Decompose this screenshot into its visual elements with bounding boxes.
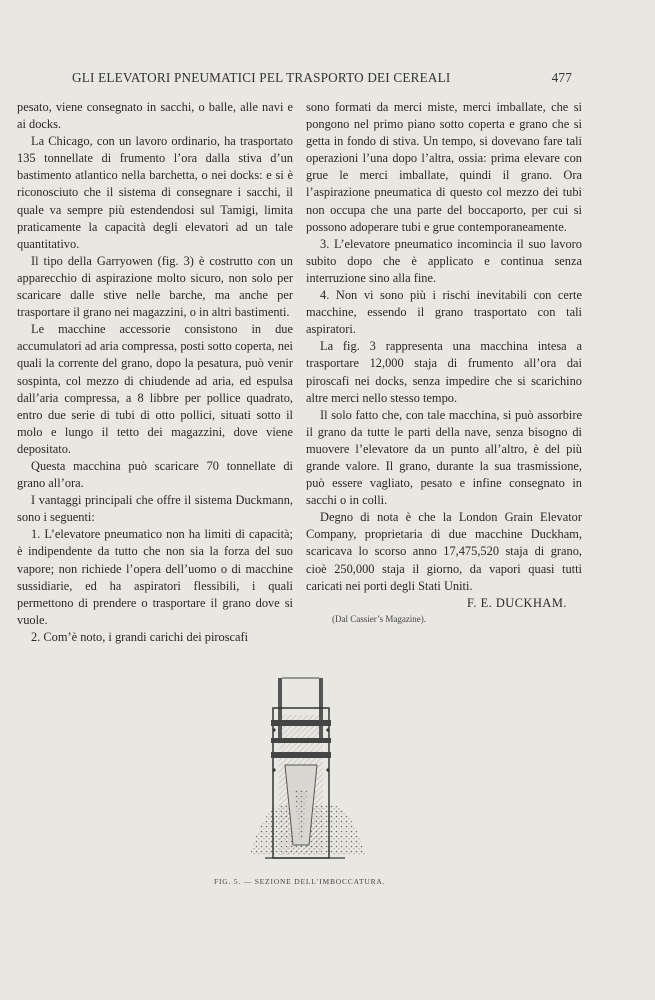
- paragraph: I vantaggi principali che offre il sistema Duckmann, sono i seguenti:: [17, 493, 293, 525]
- paragraph: La Chicago, con un lavoro ordinario, ha trasportato 135 tonnellate di frumento l’ora dalla stiva d’un bastimento atlantico nella barchetta, o nei docks: e si è riconosciuto che il sistema di consegnare i sacchi, il quale va sempre più estendendosi sul Tamigi, limita praticamente la capacità degli elevatori ad un tale quantitativo.: [17, 134, 293, 251]
- paragraph: 3. L’elevatore pneumatico incomincia il suo lavoro subito dopo che è applicato e continua senza interruzione sino alla fine.: [306, 236, 582, 285]
- paragraph: Il tipo della Garryowen (fig. 3) è costrutto con un apparecchio di aspirazione molto sicuro, non solo per scaricare dalle stive nelle barche, ma anche per trasportare il grano nei magazzini, o in altri bastimenti.: [17, 253, 293, 320]
- intake-section-drawing: [245, 670, 370, 870]
- source-credit: (Dal Cassier’s Magazine).: [332, 614, 427, 624]
- paragraph: Il solo fatto che, con tale macchina, si può assorbire il grano da tutte le parti della nave, senza bisogno di muovere l’elevatore da un punto all’altro, è del più grande valore. Il grano, durante la sua trasmissione, può essere vagliato, pesato e infine consegnato in sacchi o in colli.: [306, 407, 582, 508]
- author-signature: F. E. DUCKHAM.: [467, 596, 567, 610]
- paragraph: 2. Com’è noto, i grandi carichi dei piroscafi: [31, 629, 249, 644]
- paragraph: pesato, viene consegnato in sacchi, o balle, alle navi e ai docks.: [17, 100, 293, 132]
- running-title: GLI ELEVATORI PNEUMATICI PEL TRASPORTO DEI CEREALI: [72, 70, 451, 85]
- paragraph: La fig. 3 rappresenta una macchina intesa a trasportare 12,000 staja di frumento all’ora dai piroscafi nei docks, senza impedire che si scarichino altre merci nello stesso tempo.: [306, 339, 582, 405]
- paragraph: 1. L’elevatore pneumatico non ha limiti di capacità; è indipendente da tutto che non sia la forza del suo vapore; non richiede l’opera dell’uomo o di macchine sussidiarie, ed ha aspiratori flessibili, i quali permettono di prendere o trasportare il grano dove si vuole.: [17, 527, 293, 627]
- right-column: [306, 99, 582, 595]
- paragraph: Degno di nota è che la London Grain Elevator Company, proprietaria di due macchine Duckham, scaricava lo scorso anno 17,475,520 staja di grano, cioè 250,000 staja il giorno, da vapori quasi tutti caricati nei porti degli Stati Uniti.: [306, 510, 582, 593]
- figure-illustration: [245, 670, 370, 870]
- left-column: [17, 99, 293, 646]
- figure-caption: FIG. 5. — SEZIONE DELL’IMBOCCATURA.: [214, 877, 386, 886]
- paragraph: 4. Non vi sono più i rischi inevitabili con certe macchine, essendo il grano trasportato con tali aspiratori.: [306, 288, 582, 337]
- page-number: 477: [551, 70, 572, 85]
- paragraph: Le macchine accessorie consistono in due accumulatori ad aria compressa, posti sotto coperta, nei quali la corrente del grano, dopo la pesatura, può venir sospinta, col mezzo di chiudende ad aria, ed espulsa dall’aria compressa, a 8 libbre per pollice quadrato, entro due serie di tubi di otto pollici, situati sotto il molo e lungo il tetto dei magazzini, dove viene depositato.: [17, 322, 293, 456]
- paragraph: sono formati da merci miste, merci imballate, che si pongono nel primo piano sotto coperta e grano che si getta in fondo di stiva. Un tempo, si dovevano fare tali operazioni l’una dopo l’altra, ossia: prima elevare con grue le merci imballate, quindi il grano. Ora l’aspirazione pneumatica di questo col mezzo dei tubi non occupa che una parte del boccaporto, per cui si possono adoperare tubi e grue contemporaneamente.: [306, 100, 582, 234]
- paragraph: Questa macchina può scaricare 70 tonnellate di grano all’ora.: [17, 458, 293, 491]
